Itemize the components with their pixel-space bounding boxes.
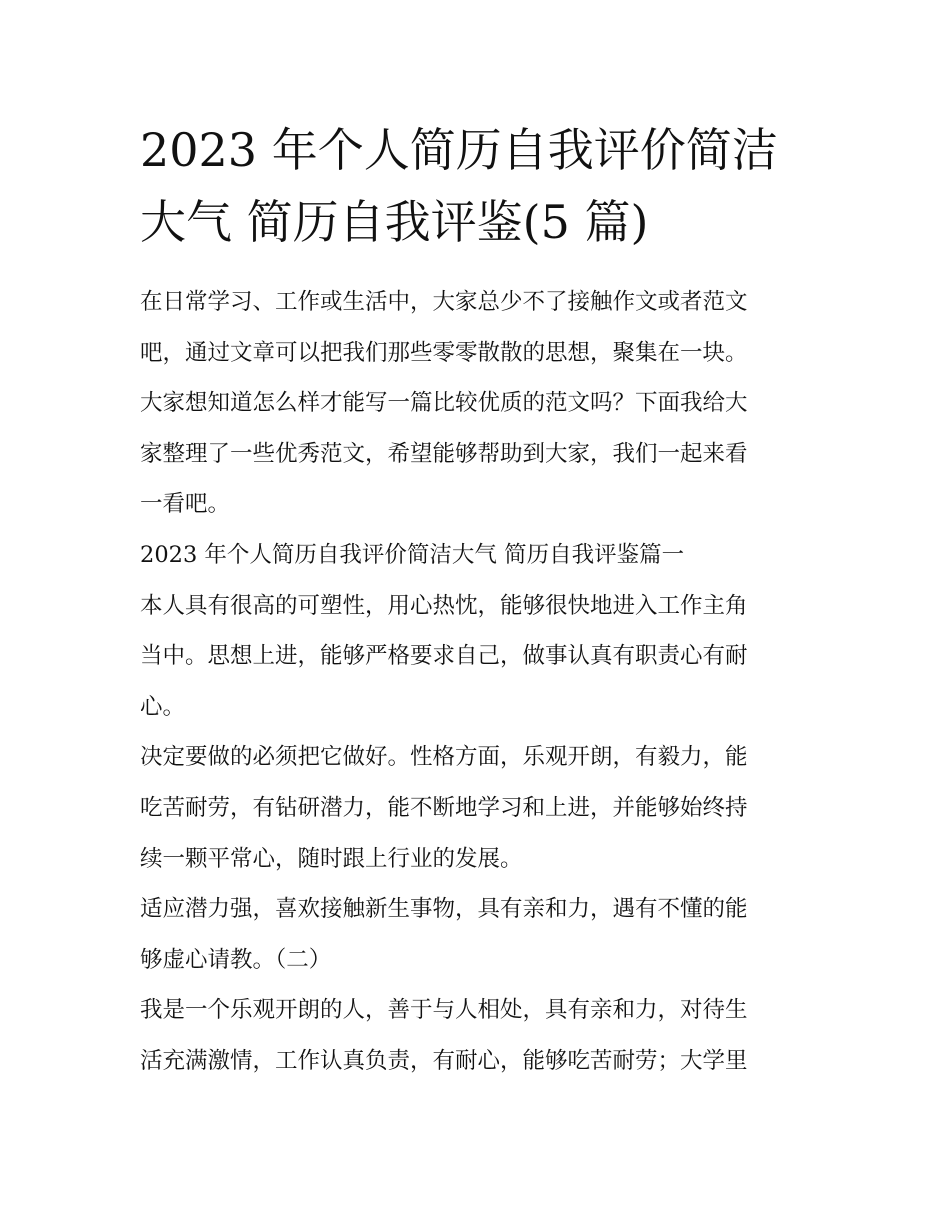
body-line: 当中。思想上进，能够严格要求自己，做事认真有职责心有耐	[140, 643, 748, 670]
body-line: 活充满激情，工作认真负责，有耐心，能够吃苦耐劳；大学里	[140, 1047, 748, 1074]
body-line: 心。	[140, 693, 186, 720]
document-title	[140, 114, 820, 258]
body-line: 我是一个乐观开朗的人，善于与人相处，具有亲和力，对待生	[140, 997, 748, 1024]
body-line: 本人具有很高的可塑性，用心热忱，能够很快地进入工作主角	[140, 592, 748, 619]
body-line: 吃苦耐劳，有钻研潜力，能不断地学习和上进，并能够始终持	[140, 794, 748, 821]
body-line: 家整理了一些优秀范文，希望能够帮助到大家，我们一起来看	[140, 440, 748, 467]
document-body	[140, 277, 830, 1087]
body-line: 决定要做的必须把它做好。性格方面，乐观开朗，有毅力，能	[140, 744, 748, 771]
body-line: 够虚心请教。（二）	[140, 946, 332, 973]
body-line: 在日常学习、工作或生活中，大家总少不了接触作文或者范文	[140, 289, 748, 315]
body-line: 续一颗平常心，随时跟上行业的发展。	[140, 845, 523, 872]
body-line: 吧，通过文章可以把我们那些零零散散的思想，聚集在一块。	[140, 339, 748, 366]
body-line: 大家想知道怎么样才能写一篇比较优质的范文吗？下面我给大	[140, 390, 748, 417]
title-line: 2023 年个人简历自我评价简洁	[140, 123, 778, 177]
body-line: 一看吧。	[140, 491, 231, 518]
section-heading: 2023 年个人简历自我评价简洁大气 简历自我评鉴篇一	[140, 541, 685, 568]
body-line: 适应潜力强，喜欢接触新生事物，具有亲和力，遇有不懂的能	[140, 896, 748, 923]
title-line: 大气 简历自我评鉴(5 篇)	[140, 195, 649, 249]
